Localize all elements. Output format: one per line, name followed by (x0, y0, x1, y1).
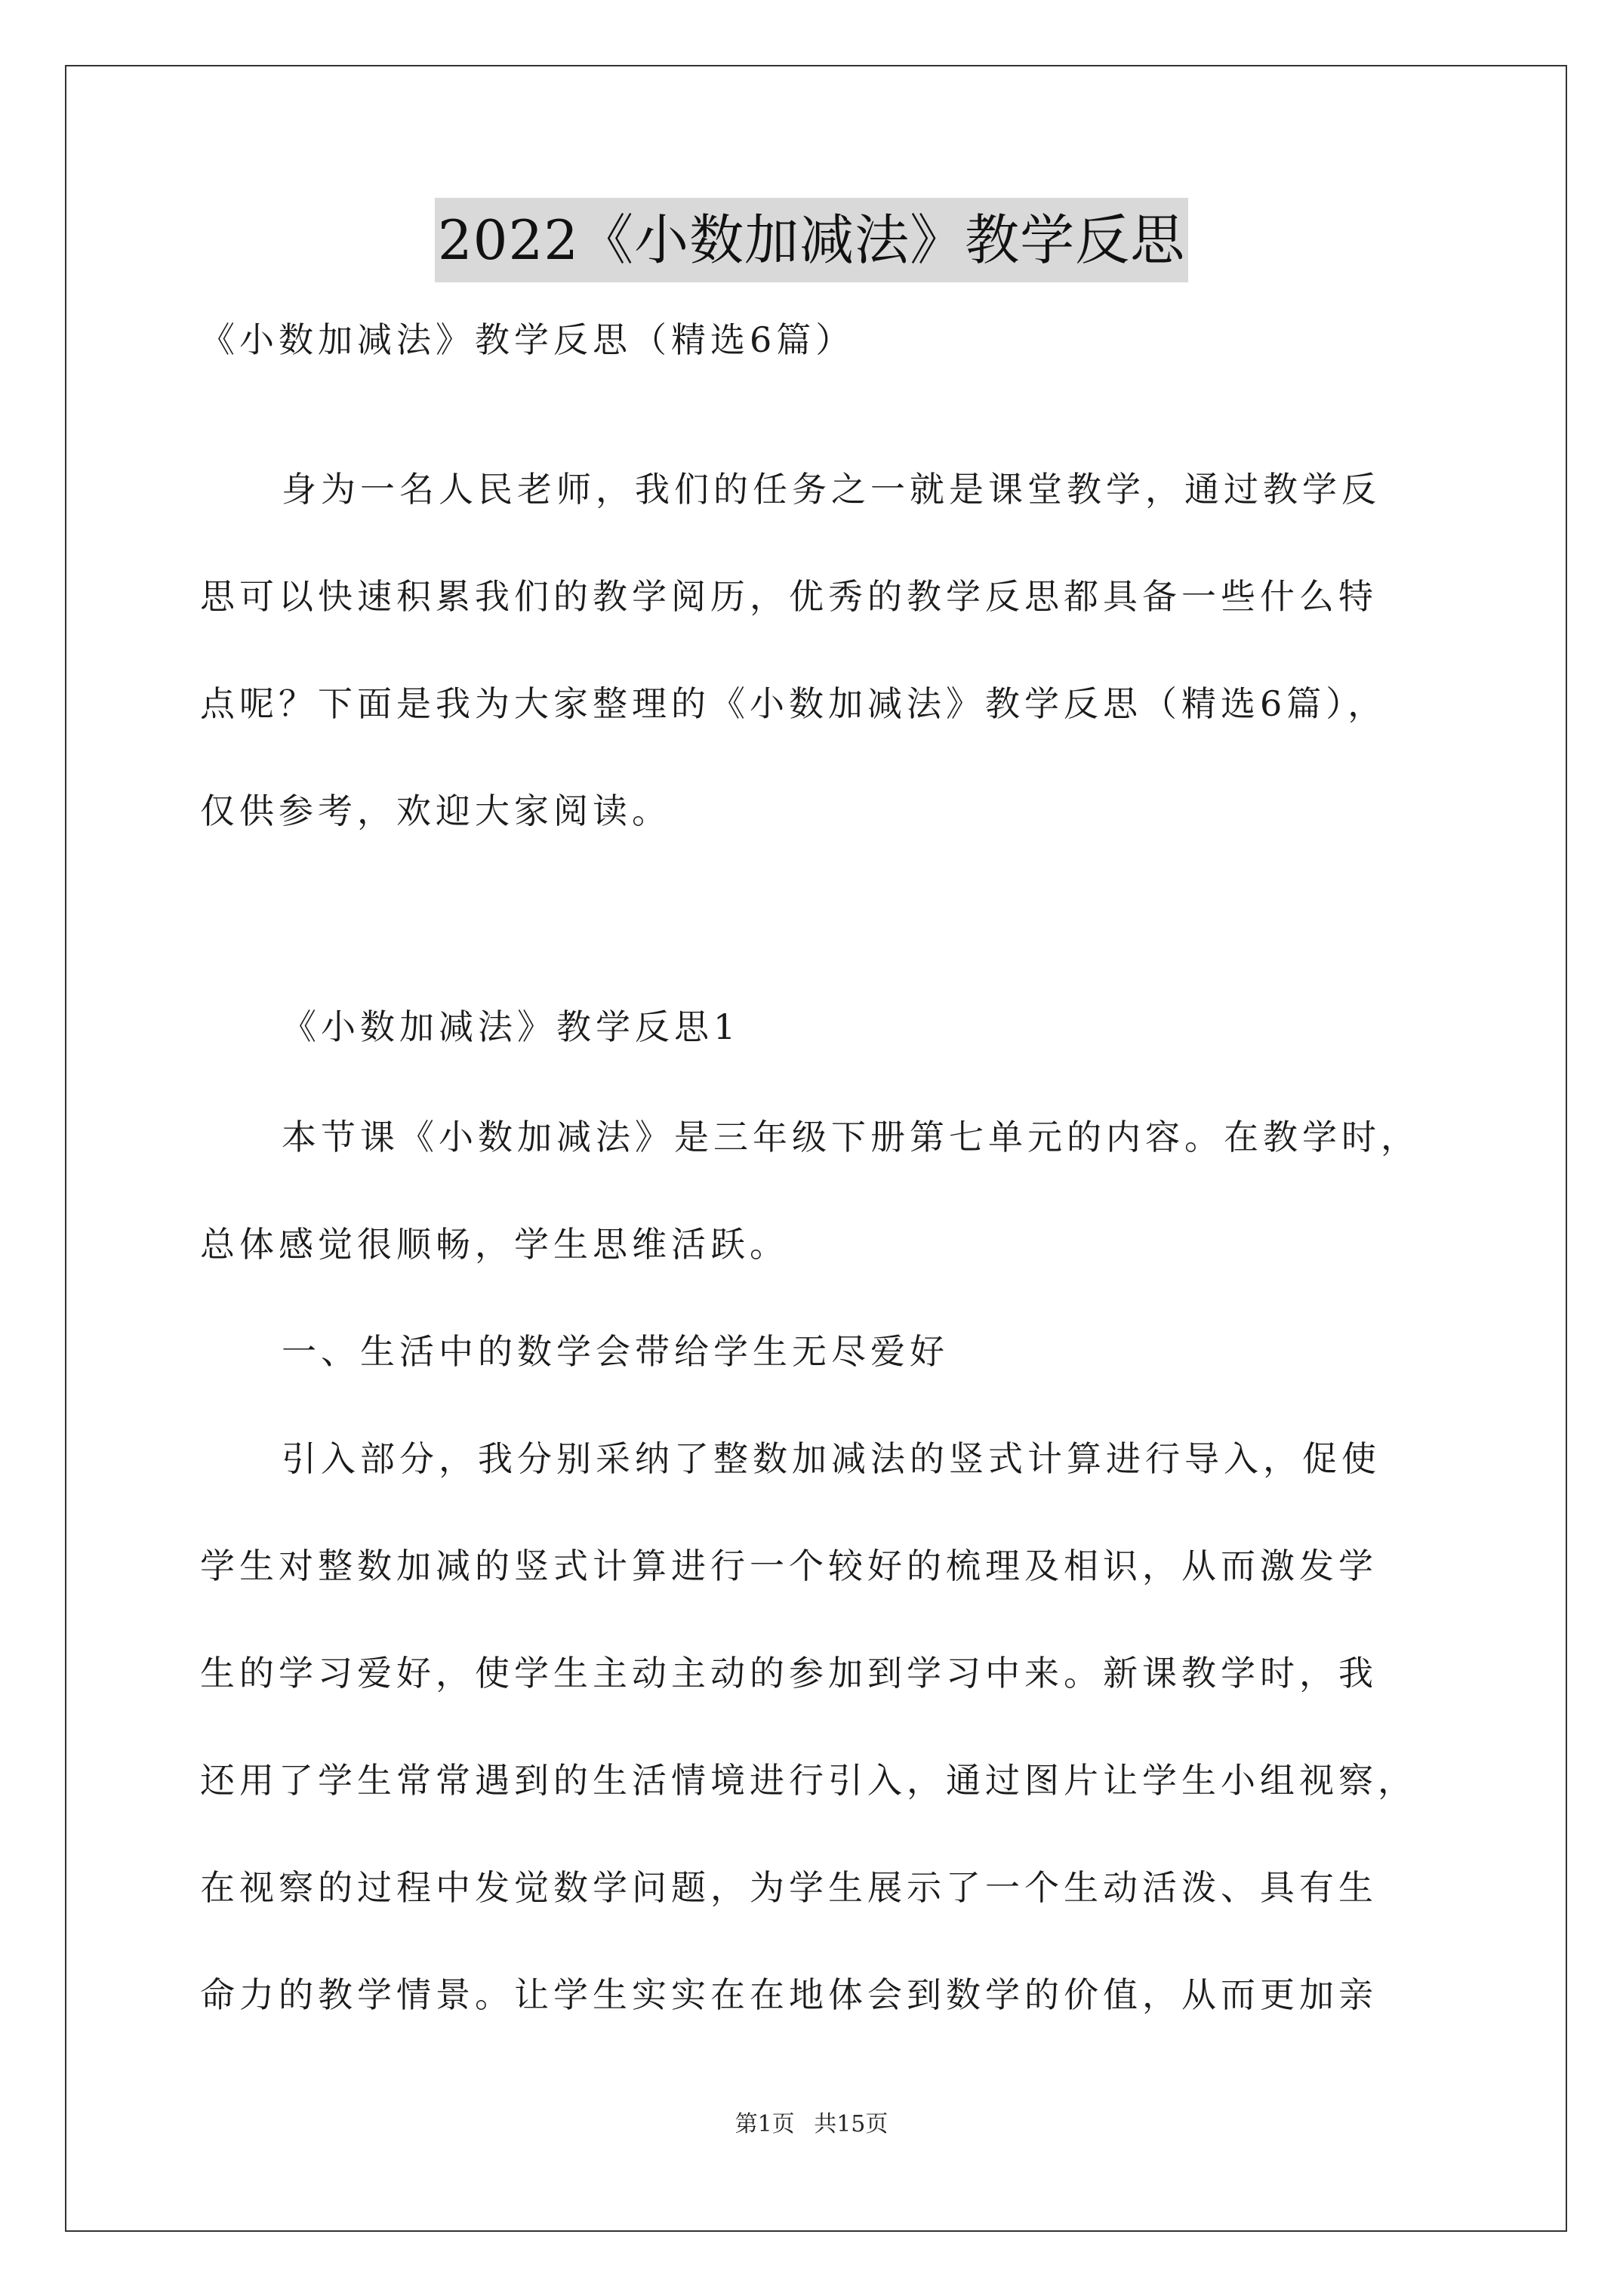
subsection-heading: 一、生活中的数学会带给学生无尽爱好 (282, 1331, 949, 1372)
paragraph-line: 总体感觉很顺畅，学生思维活跃。 (200, 1224, 789, 1265)
paragraph-line: 命力的教学情景。让学生实实在在地体会到数学的价值，从而更加亲 (200, 1974, 1378, 2015)
paragraph-line: 本节课《小数加减法》是三年级下册第七单元的内容。在教学时， (282, 1117, 1420, 1157)
document-title: 2022《小数加减法》教学反思 (435, 198, 1188, 282)
page-number-current: 第1页 (735, 2111, 795, 2137)
paragraph-line: 生的学习爱好，使学生主动主动的参加到学习中来。新课教学时，我 (200, 1653, 1378, 1693)
page-footer (0, 2105, 1623, 2138)
paragraph-line: 思可以快速积累我们的教学阅历，优秀的教学反思都具备一些什么特 (200, 576, 1378, 617)
paragraph-line: 在视察的过程中发觉数学问题，为学生展示了一个生动活泼、具有生 (200, 1867, 1378, 1908)
title-block (0, 198, 1623, 282)
paragraph-line: 身为一名人民老师，我们的任务之一就是课堂教学，通过教学反 (282, 469, 1381, 510)
section-heading: 《小数加减法》教学反思1 (282, 1006, 741, 1047)
page-number-total: 共15页 (814, 2111, 888, 2137)
paragraph-line: 仅供参考，欢迎大家阅读。 (200, 791, 671, 831)
paragraph-line: 还用了学生常常遇到的生活情境进行引入，通过图片让学生小组视察， (200, 1760, 1417, 1801)
paragraph-line: 学生对整数加减的竖式计算进行一个较好的梳理及相识，从而激发学 (200, 1546, 1378, 1586)
document-subtitle: 《小数加减法》教学反思（精选6篇） (200, 319, 855, 360)
paragraph-line: 点呢？下面是我为大家整理的《小数加减法》教学反思（精选6篇）， (200, 683, 1387, 724)
paragraph-line: 引入部分，我分别采纳了整数加减法的竖式计算进行导入，促使 (282, 1438, 1381, 1479)
